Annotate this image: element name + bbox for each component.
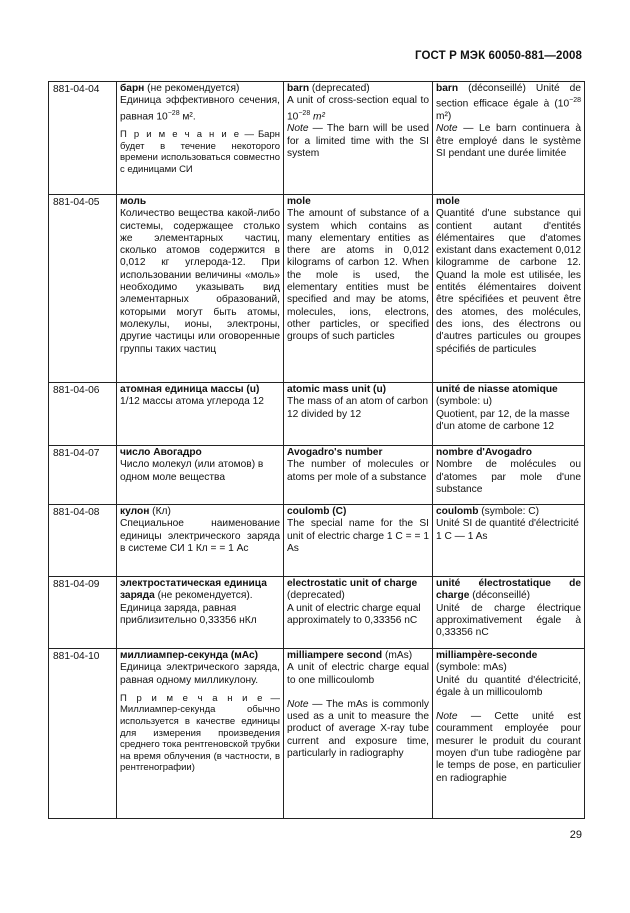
term-title: atomic mass unit (u): [287, 384, 387, 395]
table-row: [49, 82, 585, 195]
term-title: атомная единица массы (u): [120, 384, 260, 395]
term-title: unité de niasse atomique: [436, 384, 558, 395]
term-note: П р и м е ч а н и е — Миллиампер-секунда обычно используется в качестве единицы для измерения произведения среднего тока рентгеновской трубки на время облучения (в частности, в рентгенографии): [120, 692, 280, 774]
term-title: coulomb: [436, 506, 479, 517]
term-title: unité électrostatique de charge: [436, 578, 581, 602]
term-note: П р и м е ч а н и е — Барн будет в течение некоторого времени использоваться совместно с единицами СИ: [120, 129, 280, 176]
term-code: 881-04-09: [49, 577, 117, 649]
term-en: coulomb (C) The special name for the SI unit of electric charge 1 C = = 1 As: [284, 505, 433, 577]
term-ru: электростатическая единица заряда (не рекомендуется). Единица заряда, равная приблизительно 0,33356 нКл: [117, 577, 284, 649]
term-ru: моль Количество вещества какой-либо системы, содержащее столько же элементарных частиц, сколько атомов содержится в 0,012 кг углерода-12. При использовании величины «моль» необходимо указывать вид элементарных образований, которыми могут быть атомы, молекулы, ионы, электроны, другие частицы или оговоренные группы таких частиц: [117, 195, 284, 383]
term-title: coulomb (C): [287, 506, 347, 517]
term-qualifier: (не рекомендуется): [144, 83, 240, 94]
page-number: 29: [569, 829, 582, 841]
term-en: mole The amount of substance of a system which contains as many elementary entities as there are atoms in 0,012 kilograms of carbon 12. When the mole is used, the elementary entities must be specified and may be atoms, molecules, ions, electrons, other particles, or specified groups of such particles: [284, 195, 433, 383]
term-title: barn: [287, 83, 310, 94]
term-en: electrostatic unit of charge (deprecated) A unit of electric charge equal approximately to 0,33356 nC: [284, 577, 433, 649]
page-header: ГОСТ Р МЭК 60050-881—2008: [415, 50, 582, 62]
term-ru: число Авогадро Число молекул (или атомов) в одном моле вещества: [117, 446, 284, 505]
term-en: barn (deprecated) A unit of cross-section equal to $10^{-28}$ m² Note — The barn will be used for a limited time with the SI system: [284, 82, 433, 195]
term-code: 881-04-08: [49, 505, 117, 577]
term-fr: unité électrostatique de charge (déconseillé) Unité de charge électrique approximativement égale à 0,33356 nC: [433, 577, 585, 649]
term-ru: атомная единица массы (u) 1/12 массы атома углерода 12: [117, 383, 284, 446]
term-ru: миллиампер-секунда (мАс) Единица электрического заряда, равная одному милликулону. П р и м е ч а н и е — Миллиампер-секунда обычно используется в качестве единицы для измерения произведения среднего тока рентгеновской трубки на время облучения (в частности, в рентгенографии): [117, 649, 284, 819]
term-fr: coulomb (symbole: C) Unité SI de quantité d'électricité 1 C — 1 As: [433, 505, 585, 577]
term-title: milliampere second: [287, 650, 383, 661]
term-code: 881-04-04: [49, 82, 117, 195]
term-ru: барн (не рекомендуется) Единица эффективного сечения, равная $10^{-28}$ м². П р и м е ч а н и е — Барн будет в течение некоторого времени использоваться совместно с единицами СИ: [117, 82, 284, 195]
term-title: электростатическая единица заряда: [120, 578, 267, 602]
term-en: Avogadro's number The number of molecules or atoms per mole of a substance: [284, 446, 433, 505]
term-title: barn: [436, 83, 459, 94]
term-code: 881-04-10: [49, 649, 117, 819]
term-title: electrostatic unit of charge: [287, 578, 418, 589]
term-en: milliampere second (mAs) A unit of electric charge equal to one millicoulomb Note — The mAs is commonly used as a unit to measure the product of average X-ray tube current and exposure time, particularly in radiography: [284, 649, 433, 819]
table-row: [49, 383, 585, 446]
table-row: [49, 195, 585, 383]
term-title: число Авогадро: [120, 447, 202, 458]
term-code: 881-04-07: [49, 446, 117, 505]
term-code: 881-04-05: [49, 195, 117, 383]
term-title: nombre d'Avogadro: [436, 447, 532, 458]
term-title: mole: [287, 196, 311, 207]
term-en: atomic mass unit (u) The mass of an atom of carbon 12 divided by 12: [284, 383, 433, 446]
table-row: [49, 649, 585, 819]
term-title: mole: [436, 196, 460, 207]
term-fr: mole Quantité d'une substance qui contient autant d'entités élémentaires que d'atomes existant dans exactement 0,012 kilogramme de carbone 12. Quand la mole est utilisée, les entités élémentaires doivent être spécifiées et peuvent être des atomes, des molécules, des ions, des électrons ou d'autres particules ou groupes spécifiés de particules: [433, 195, 585, 383]
term-note: Note — Cette unité est couramment employée pour mesurer le produit du courant moyen d'un tube radiogène par le temps de pose, en particulier en radiographie: [436, 711, 581, 784]
term-ru: кулон (Кл) Специальное наименование единицы электрического заряда в системе СИ 1 Кл = = 1 Ас: [117, 505, 284, 577]
term-title: Avogadro's number: [287, 447, 383, 458]
term-title: барн: [120, 83, 145, 94]
table-row: [49, 446, 585, 505]
term-fr: nombre d'Avogadro Nombre de molécules ou d'atomes par mole d'une substance: [433, 446, 585, 505]
term-title: моль: [120, 196, 147, 207]
term-fr: unité de niasse atomique (symbole: u) Quotient, par 12, de la masse d'un atome de carbone 12: [433, 383, 585, 446]
term-title: milliampère-seconde: [436, 650, 538, 661]
term-fr: barn (déconseillé) Unité de section efficace égale à ($10^{-28}$ m²) Note — Le barn continuera à être employé dans le système SI pendant une durée limitée: [433, 82, 585, 195]
term-code: 881-04-06: [49, 383, 117, 446]
term-fr: milliampère-seconde (symbole: mAs) Unité du quantité d'électricité, égale à un millicoulomb Note — Cette unité est couramment employée pour mesurer le produit du courant moyen d'un tube radiogène par le temps de pose, en particulier en radiographie: [433, 649, 585, 819]
table-row: [49, 505, 585, 577]
table-row: [49, 577, 585, 649]
terms-table: [48, 81, 585, 819]
term-title: миллиампер-секунда (мАс): [120, 650, 259, 661]
term-note: Note — The mAs is commonly used as a unit to measure the product of average X-ray tube current and exposure time, particularly in radiography: [287, 698, 429, 760]
term-title: кулон: [120, 506, 150, 517]
